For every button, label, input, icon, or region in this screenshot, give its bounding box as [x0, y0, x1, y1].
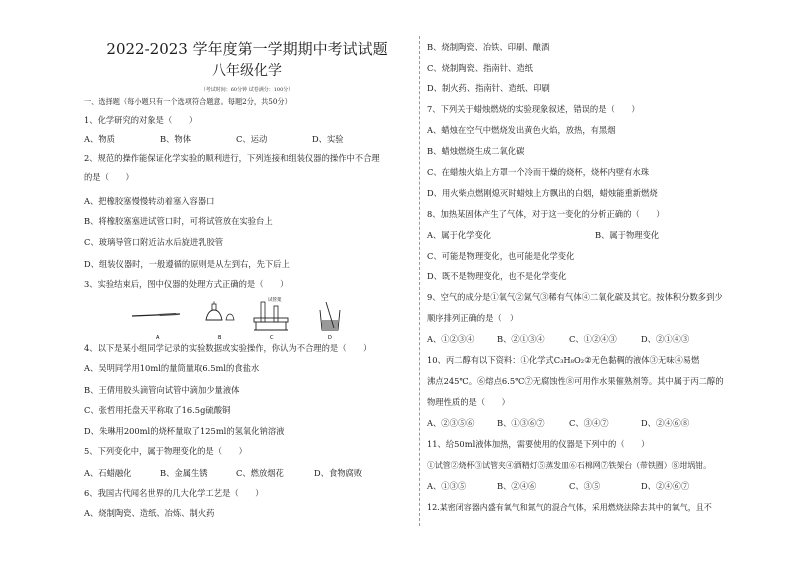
question-2-option-a: A、把橡胶塞慢慢转动着塞入容器口 [84, 196, 215, 206]
question-4-option-a: A、吴明同学用10ml的量筒量取6.5ml的食盐水 [84, 363, 260, 373]
question-7-option-b: B、蜡烛燃烧生成二氧化碳 [427, 146, 525, 156]
question-4-option-d: D、朱琳用200ml的烧杯量取了125ml的氢氧化钠溶液 [84, 426, 285, 436]
option: B、物体 [160, 134, 191, 144]
question-11-options [427, 481, 689, 492]
option: D、②④⑥⑦ [641, 481, 690, 491]
question-8-option-c: C、可能是物理变化，也可能是化学变化 [427, 251, 575, 261]
question-10-cont2: 物理性质的是（ ） [427, 397, 510, 407]
question-8-option-a: A、属于化学变化 [427, 230, 492, 240]
figure-label-c: C [270, 335, 274, 340]
question-10: 10、丙二醇有以下资料：①化学式C₃H₈O₂②无色黏稠的液体③无味④易燃 [427, 355, 700, 365]
option: B、②①③④ [497, 334, 545, 344]
question-4-option-b: B、王倩用胶头滴管向试管中滴加少量液体 [84, 385, 240, 395]
question-2-option-b: B、将橡胶塞塞进试管口时，可将试管放在实验台上 [84, 216, 273, 226]
question-12: 12.某密闭容器内盛有氧气和氮气的混合气体，采用燃烧法除去其中的氧气，且不 [427, 503, 712, 512]
option: A、石蜡融化 [84, 468, 132, 478]
question-6-option-b: B、烧制陶瓷、冶铁、印刷、酿酒 [427, 42, 550, 52]
question-1: 1、化学研究的对象是（ ） [84, 115, 198, 125]
question-7-option-c: C、在蜡烛火焰上方罩一个冷而干燥的烧杯，烧杯内壁有水珠 [427, 167, 650, 177]
column-divider [419, 36, 420, 526]
option: A、物质 [84, 134, 115, 144]
question-3: 3、实验结束后，图中仪器的处理方式正确的是（ ） [84, 279, 289, 289]
question-10-options [427, 418, 689, 429]
option: D、②④⑥⑧ [641, 418, 690, 428]
beaker-icon [320, 302, 340, 330]
question-4: 4、以下是某小组同学记录的实验数据或实验操作，你认为不合理的是（ ） [84, 343, 372, 353]
option: D、食物腐败 [314, 468, 363, 478]
option: A、①③⑤ [427, 481, 467, 491]
option: B、②④⑥ [497, 481, 537, 491]
question-2-cont: 的是（ ） [84, 172, 134, 182]
question-9: 9、空气的成分是①氧气②氮气③稀有气体④二氧化碳及其它。按体积分数多到少 [427, 292, 723, 302]
question-9-cont: 顺序排列正确的是（ ） [427, 313, 519, 323]
exam-meta: （考试时间：60分钟 试卷满分：100分） [200, 87, 294, 93]
question-7-option-a: A、蜡烛在空气中燃烧发出黄色火焰，放热，有黑烟 [427, 125, 616, 135]
option: C、③⑤ [569, 481, 601, 491]
option: B、金属生锈 [160, 468, 208, 478]
option: C、燃放烟花 [236, 468, 284, 478]
test-tube-rack-icon [254, 302, 288, 330]
question-5-options [84, 468, 362, 479]
option: C、①②④③ [569, 334, 617, 344]
question-4-option-c: C、张哲用托盘天平称取了16.5g硫酸铜 [84, 405, 231, 415]
question-2-option-d: D、组装仪器时，一般遵循的原则是从左到右，先下后上 [84, 259, 290, 269]
question-6-option-c: C、烧制陶瓷、指南针、造纸 [427, 63, 533, 73]
option: D、②①④③ [641, 334, 690, 344]
question-7: 7、下列关于蜡烛燃烧的实验现象叙述，错误的是（ ） [427, 104, 640, 114]
section-heading: 一、选择题（每小题只有一个选项符合题意。每题2分，共50分） [84, 97, 292, 106]
option: C、③④⑦ [569, 418, 609, 428]
option: A、②③⑤⑥ [427, 418, 475, 428]
figure-label-a: A [156, 335, 160, 340]
test-tube-icon [132, 313, 180, 316]
question-11: 11、给50ml液体加热，需要使用的仪器是下列中的（ ） [427, 439, 650, 449]
question-3-figure [128, 296, 358, 340]
option: C、运动 [236, 134, 268, 144]
question-8-option-d: D、既不是物理变化，也不是化学变化 [427, 271, 567, 281]
question-5: 5、下列变化中，属于物理变化的是（ ） [84, 446, 247, 456]
question-8-option-b: B、属于物理变化 [595, 230, 660, 240]
question-6-option-a: A、烧制陶瓷、造纸、冶炼、制火药 [84, 508, 215, 518]
exam-title: 2022-2023 学年度第一学期期中考试试题 [106, 40, 388, 58]
figure-label-d: D [328, 335, 332, 340]
question-7-option-d: D、用火柴点燃刚熄灭时蜡烛上方飘出的白烟，蜡烛能重新燃烧 [427, 188, 658, 198]
question-2: 2、规范的操作能保证化学实验的顺利进行，下列连接和组装仪器的操作中不合理 [84, 153, 380, 163]
exam-subtitle: 八年级化学 [212, 63, 282, 79]
question-11-list: ①试管②烧杯③试管夹④酒精灯⑤蒸发皿⑥石棉网⑦铁架台（带铁圈）⑧坩埚钳。 [427, 461, 712, 470]
question-8: 8、加热某固体产生了气体，对于这一变化的分析正确的（ ） [427, 209, 665, 219]
figure-label-b: B [218, 335, 222, 340]
figure-caption-rack: 试管架 [268, 298, 282, 303]
question-6: 6、我国古代闻名世界的几大化学工艺是（ ） [84, 488, 264, 498]
option: A、①②③④ [427, 334, 475, 344]
option: B、①③⑥⑦ [497, 418, 545, 428]
question-10-cont: 沸点245℃。⑥熔点6.5℃⑦无腐蚀性⑧可用作水果催熟剂等。其中属于丙二醇的 [427, 376, 724, 386]
question-1-options [84, 134, 344, 145]
question-9-options [427, 334, 689, 345]
question-2-option-c: C、玻璃导管口附近沾水后旋进乳胶管 [84, 237, 224, 247]
alcohol-lamp-icon [206, 301, 234, 320]
question-6-option-d: D、制火药、指南针、造纸、印刷 [427, 83, 550, 93]
option: D、实验 [312, 134, 344, 144]
